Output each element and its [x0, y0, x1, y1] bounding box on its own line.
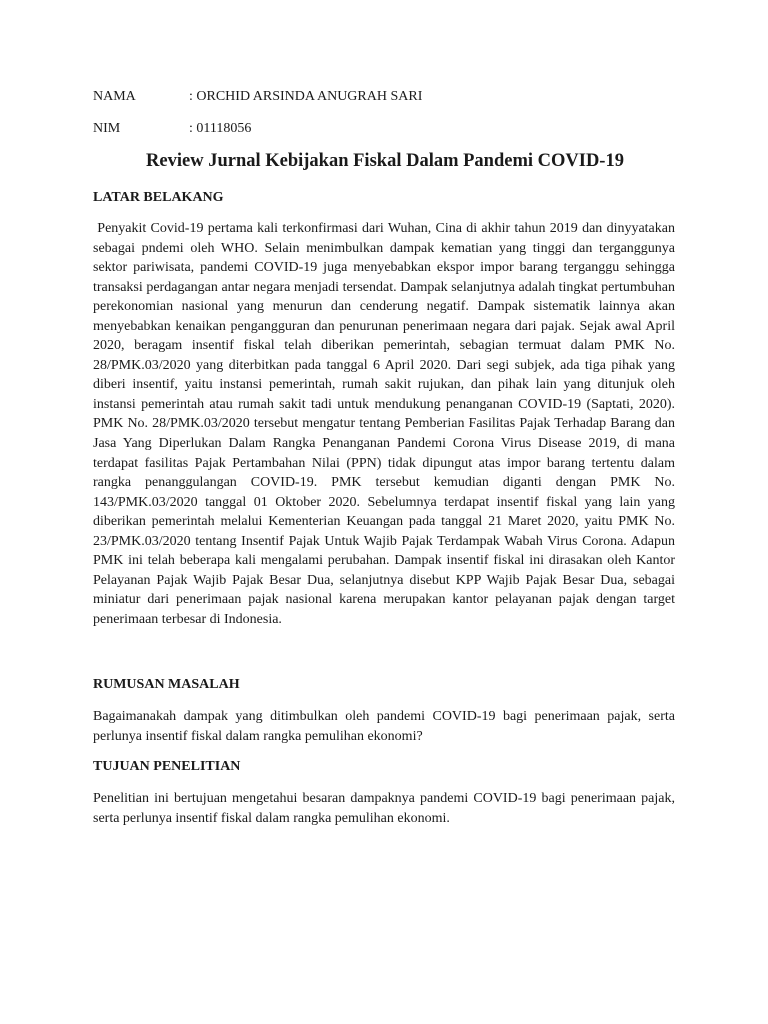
name-row: [93, 88, 422, 106]
section-heading-rumusan-masalah: RUMUSAN MASALAH: [93, 677, 240, 692]
section-heading-tujuan-penelitian: TUJUAN PENELITIAN: [93, 759, 241, 774]
nim-value: : 01118056: [189, 121, 252, 136]
nim-label: NIM: [93, 121, 121, 136]
name-value: : ORCHID ARSINDA ANUGRAH SARI: [189, 89, 423, 104]
document-title: Review Jurnal Kebijakan Fiskal Dalam Pandemi COVID-19: [146, 151, 624, 171]
paragraph-rumusan-masalah: Bagaimanakah dampak yang ditimbulkan oleh pandemi COVID-19 bagi penerimaan pajak, serta perlunya insentif fiskal dalam rangka pemulihan ekonomi?: [93, 709, 675, 744]
nim-row: [93, 120, 251, 138]
paragraph-tujuan-penelitian: Penelitian ini bertujuan mengetahui besaran dampaknya pandemi COVID-19 bagi penerimaan pajak, serta perlunya insentif fiskal dalam rangka pemulihan ekonomi.: [93, 791, 675, 826]
paragraph-latar-belakang: Penyakit Covid-19 pertama kali terkonfirmasi dari Wuhan, Cina di akhir tahun 2019 dan dinyyatakan sebagai pndemi oleh WHO. Selain menimbulkan dampak kematian yang tinggi dan terganggunya sektor pariwisata, pandemi COVID-19 juga menyebabkan ekspor impor barang terganggu sehingga transaksi perdagangan antar negara menjadi tersendat. Dampak selanjutnya adalah tingkat pertumbuhan perekonomian nasional yang menurun dan cenderung negatif. Dampak sistematik lainnya akan menyebabkan kenaikan pengangguran dan penurunan penerimaan negara dari pajak. Sejak awal April 2020, beragam insentif fiskal telah diberikan pemerintah, sebagian termuat dalam PMK No. 28/PMK.03/2020 yang diterbitkan pada tanggal 6 April 2020. Dari segi subjek, ada tiga pihak yang diberi insentif, yaitu instansi pemerintah, rumah sakit rujukan, dan pihak lain yang ditunjuk oleh instansi pemerintah atau rumah sakit tadi untuk mendukung penanganan COVID-19 (Saptati, 2020). PMK No. 28/PMK.03/2020 tersebut mengatur tentang Pemberian Fasilitas Pajak Terhadap Barang dan Jasa Yang Diperlukan Dalam Rangka Penanganan Pandemi Corona Virus Disease 2019, di mana terdapat fasilitas Pajak Pertambahan Nilai (PPN) tidak dipungut atas impor barang tertentu dalam rangka penanggulangan COVID-19. PMK tersebut kemudian diganti dengan PMK No. 143/PMK.03/2020 tanggal 01 Oktober 2020. Sebelumnya terdapat insentif fiskal yang lain yang diberikan pemerintah melalui Kementerian Keuangan pada tanggal 21 Maret 2020, yaitu PMK No. 23/PMK.03/2020 tentang Insentif Pajak Untuk Wajib Pajak Terdampak Wabah Virus Corona. Adapun PMK ini telah beberapa kali mengalami perubahan. Dampak insentif fiskal ini dirasakan oleh Kantor Pelayanan Pajak Wajib Pajak Besar Dua, selanjutnya disebut KPP Wajib Pajak Besar Dua, sebagai miniatur dari penerimaan pajak nasional karena merupakan kantor pelayanan pajak dengan target penerimaan terbesar di Indonesia.: [93, 221, 675, 627]
name-label: NAMA: [93, 89, 136, 104]
section-heading-latar-belakang: LATAR BELAKANG: [93, 190, 224, 205]
